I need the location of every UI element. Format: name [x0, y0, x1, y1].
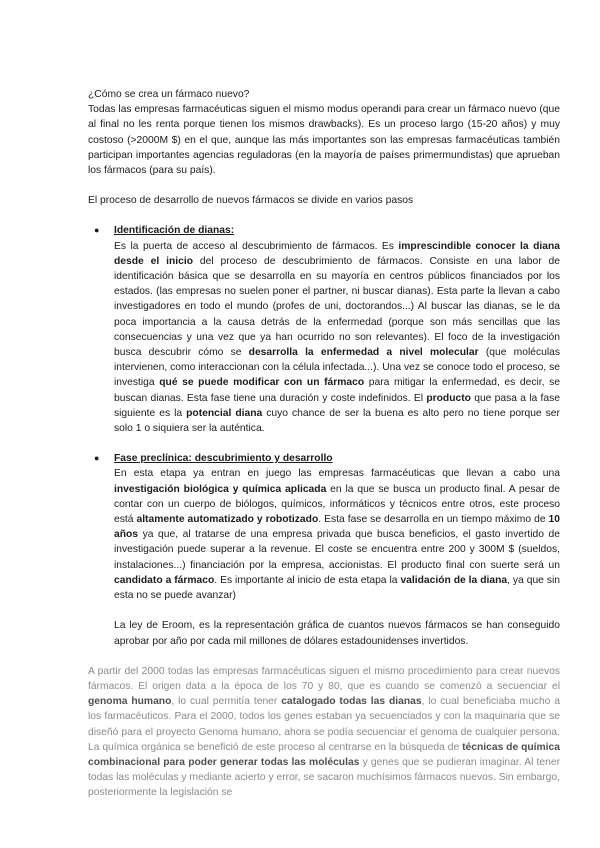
history-paragraph: A partir del 2000 todas las empresas farmacéuticas siguen el mismo procedimiento para crear nuevos fármacos. El origen data a la época de los 70 y 80, que es cuando se comenzó a secuenciar el genoma humano, lo cual permitía tener catalogado todas las dianas, lo cual beneficiaba mucho a los farmacéuticos. Para el 2000, todos los genes estaban ya secuenciados y con la maquinaria que se diseñó para el proyecto Genoma humano, ahora se podía secuenciar el genoma de cualquier persona. La química orgánica se benefició de este proceso al centrarse en la búsqueda de técnicas de química combinacional para poder generar todas las moléculas y genes que se pudieran imaginar. Al tener todas las moléculas y mediante acierto y error, se sacaron muchísimos fármacos nuevos. Sin embargo, posteriormente la legislación se	[88, 665, 561, 799]
eroom-law-paragraph: La ley de Eroom, es la representación gráfica de cuantos nuevos fármacos se han conseguido aprobar por año por cada mil millones de dólares estadounidenses invertidos.	[114, 620, 560, 647]
section-target-identification	[88, 223, 560, 436]
process-intro: El proceso de desarrollo de nuevos fármacos se divide en varios pasos	[88, 195, 414, 207]
section-body: En esta etapa ya entran en juego las empresas farmacéuticas que llevan a cabo una investigación biológica y química aplicada en la que se busca un producto final. A pesar de contar con un cuerpo de biólogos, químicos, informáticos y técnicos entre otros, este proceso está altamente automatizado y robotizado. Esta fase se desarrolla en un tiempo máximo de 10 años ya que, al tratarse de una empresa privada que busca beneficios, el gasto invertido de investigación puede superar a la revenue. El coste se encuentra entre 200 y 300M $ (sueldos, instalaciones...) financiación por la empresa, accionistas. El producto final con suerte será un candidato a fármaco. Es importante al inicio de esta etapa la validación de la diana, ya que sin esta no se puede avanzar)	[114, 468, 561, 602]
heading: ¿Cómo se crea un fármaco nuevo?	[88, 89, 250, 100]
section-body: Es la puerta de acceso al descubrimiento de fármacos. Es imprescindible conocer la diana desde el inicio del proceso de descubrimiento de fármacos. Consiste en una labor de identificación básica que se desarrolla en su mayoría en centros públicos financiados por los estados. (las empresas no suelen poner el partner, ni buscar dianas). Esta parte la llevan a cabo investigadores en todo el mundo (profes de uni, doctorandos...) Al buscar las dianas, se le da poca importancia a la causa detrás de la enfermedad (porque son más sencillas que las consecuencias y una vez que ya han ocurrido no son relevantes). El foco de la investigación busca descubrir cómo se desarrolla la enfermedad a nivel molecular (que moléculas intervienen, como interaccionan con la célula infectada...). Una vez se conoce todo el proceso, se investiga qué se puede modificar con un fármaco para mitigar la enfermedad, es decir, se buscan dianas. Esta fase tiene una duración y coste indefinidos. El producto que pasa a la fase siguiente es la potencial diana cuyo chance de ser la buena es alto pero no tiene porque ser solo 1 o siquiera ser la auténtica.	[114, 240, 560, 435]
intro-paragraph: Todas las empresas farmacéuticas siguen el mismo modus operandi para crear un fármaco nuevo (que al final no les renta porque tienen los mismos drawbacks). Es un proceso largo (15-20 años) y muy costoso (>2000M $) en el que, aunque las más importantes son las empresas farmacéuticas también participan importantes agencias reguladoras (en la mayoría de países primermundistas) que aprueban los fármacos (para su país).	[88, 104, 560, 177]
bullet-icon: ●	[94, 225, 100, 236]
document-content	[88, 87, 560, 801]
section-title: Fase preclínica: descubrimiento y desarrollo	[114, 453, 333, 465]
bullet-icon: ●	[94, 453, 100, 464]
section-title: Identificación de dianas:	[114, 225, 235, 237]
section-preclinical	[88, 451, 560, 648]
